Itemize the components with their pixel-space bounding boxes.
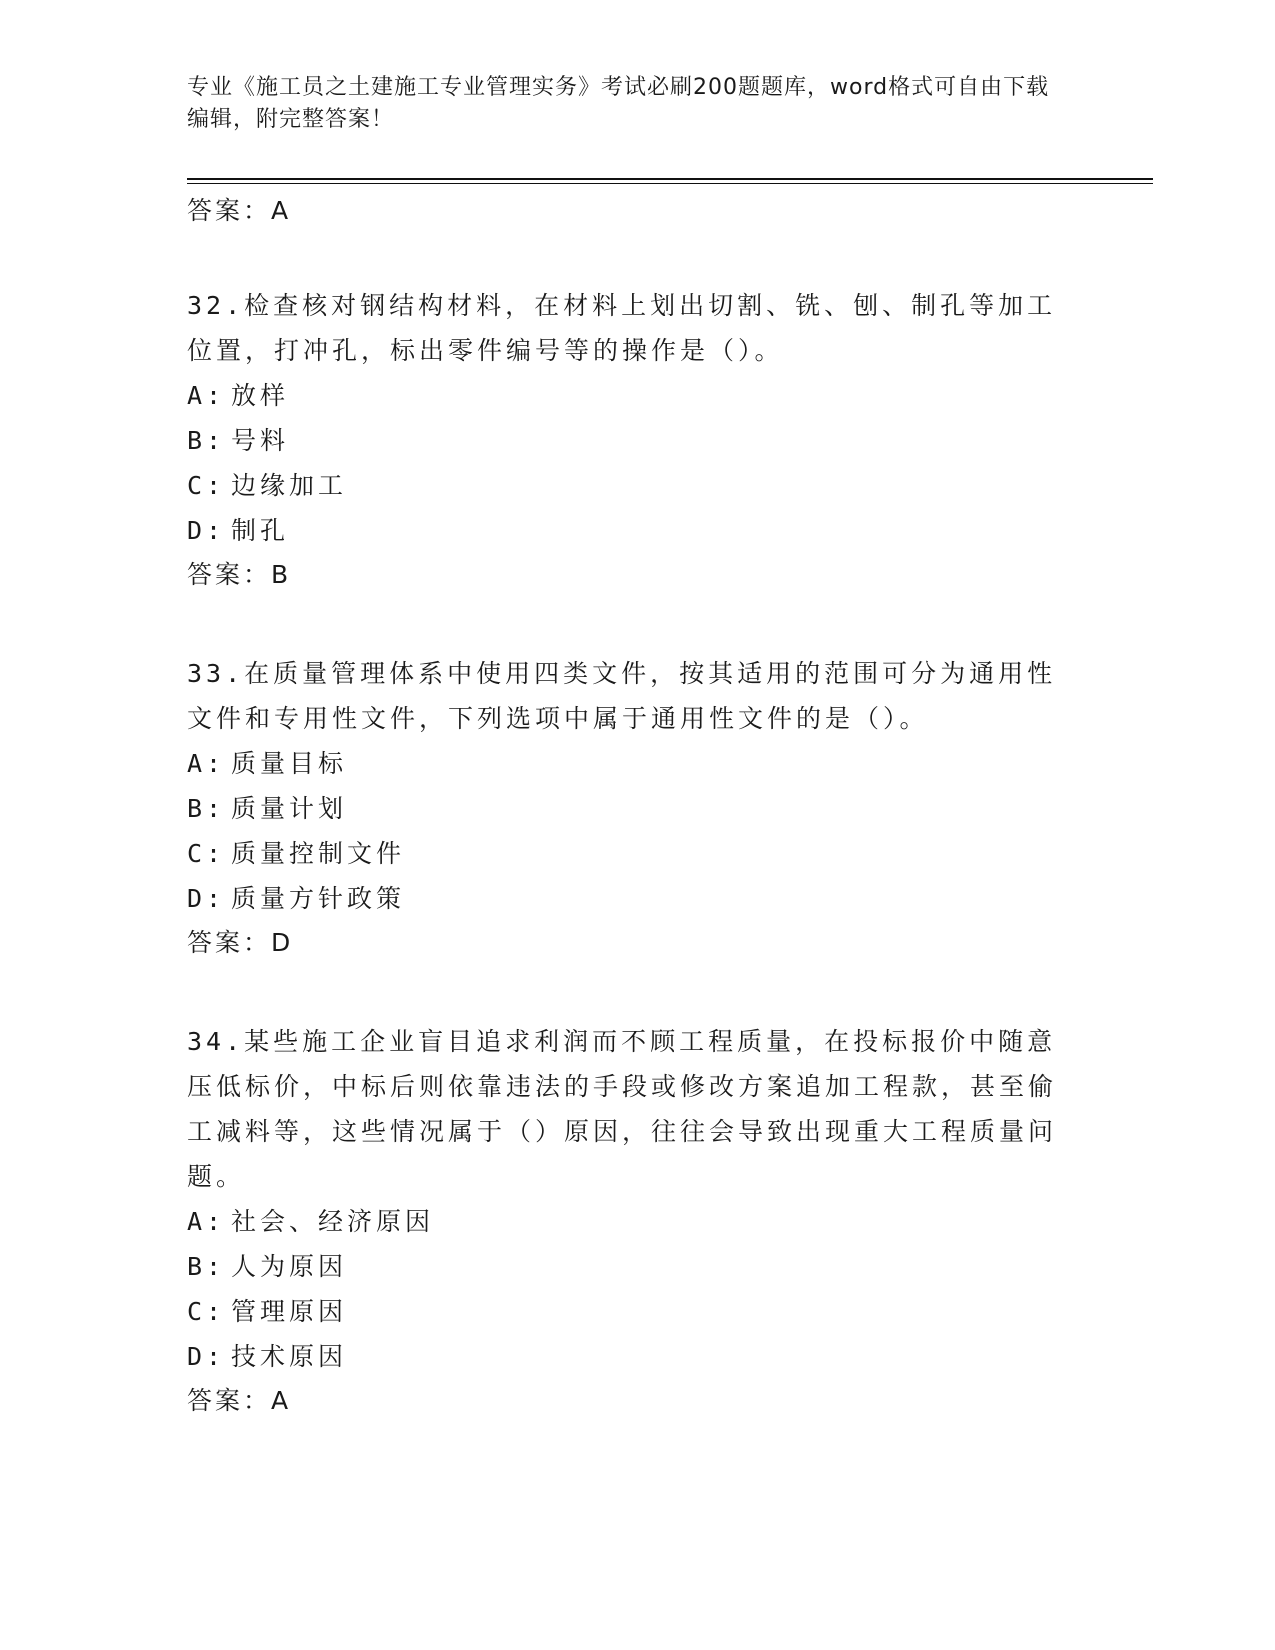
option-d <box>187 508 1087 553</box>
question-answer: 答案：B <box>187 560 292 589</box>
option-text: 质量控制文件 <box>231 839 406 868</box>
question-item <box>187 1019 1087 1423</box>
question-answer: 答案：D <box>187 928 294 957</box>
option-letter: C: <box>187 471 226 500</box>
option-text: 号料 <box>231 426 290 455</box>
option-letter: C: <box>187 1297 226 1326</box>
option-d <box>187 876 1087 921</box>
option-text: 质量计划 <box>231 794 348 823</box>
question-stem: 34.某些施工企业盲目追求利润而不顾工程质量，在投标报价中随意压低标价，中标后则依靠违法的手段或修改方案追加工程款，甚至偷工减料等，这些情况属于（）原因，往往会导致出现重大工程质量问题。 <box>187 1027 1058 1191</box>
option-letter: B: <box>187 1252 226 1281</box>
option-letter: A: <box>187 1207 226 1236</box>
option-a <box>187 1199 1087 1244</box>
option-c <box>187 831 1087 876</box>
option-text: 社会、经济原因 <box>231 1207 435 1236</box>
question-item <box>187 651 1087 965</box>
option-d <box>187 1334 1087 1379</box>
option-letter: B: <box>187 426 226 455</box>
option-letter: B: <box>187 794 226 823</box>
option-letter: A: <box>187 381 226 410</box>
option-c <box>187 1289 1087 1334</box>
question-answer: 答案：A <box>187 1386 292 1415</box>
option-text: 制孔 <box>231 516 290 545</box>
option-text: 技术原因 <box>231 1342 348 1371</box>
previous-answer: 答案：A <box>187 196 292 225</box>
option-letter: C: <box>187 839 226 868</box>
option-text: 管理原因 <box>231 1297 348 1326</box>
option-c <box>187 463 1087 508</box>
option-letter: D: <box>187 1342 226 1371</box>
header-divider-thick <box>187 178 1153 180</box>
option-b <box>187 418 1087 463</box>
option-a <box>187 373 1087 418</box>
question-list <box>187 189 1087 1423</box>
option-b <box>187 786 1087 831</box>
option-letter: D: <box>187 516 226 545</box>
option-text: 质量目标 <box>231 749 348 778</box>
question-stem: 33.在质量管理体系中使用四类文件，按其适用的范围可分为通用性文件和专用性文件，下列选项中属于通用性文件的是（）。 <box>187 659 1057 733</box>
document-header: 专业《施工员之土建施工专业管理实务》考试必刷200题题库，word格式可自由下载编辑，附完整答案！ <box>187 75 1050 132</box>
option-b <box>187 1244 1087 1289</box>
option-text: 质量方针政策 <box>231 884 406 913</box>
question-item <box>187 283 1087 597</box>
option-letter: A: <box>187 749 226 778</box>
option-letter: D: <box>187 884 226 913</box>
option-text: 放样 <box>231 381 290 410</box>
option-text: 人为原因 <box>231 1252 348 1281</box>
header-divider-thin <box>187 183 1153 184</box>
option-text: 边缘加工 <box>231 471 348 500</box>
option-a <box>187 741 1087 786</box>
question-stem: 32.检查核对钢结构材料，在材料上划出切割、铣、刨、制孔等加工位置，打冲孔，标出零件编号等的操作是（）。 <box>187 291 1057 365</box>
